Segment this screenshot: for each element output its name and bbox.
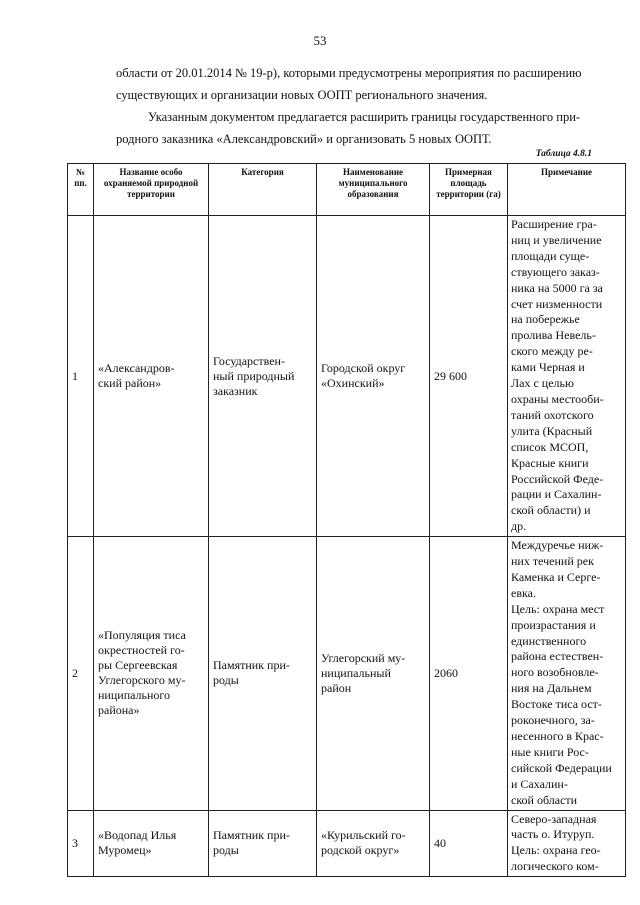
protected-areas-table [67, 163, 626, 877]
header-number: № пп. [68, 164, 94, 216]
row-number: 2 [68, 537, 94, 810]
row-name: «Александров- ский район» [94, 216, 209, 537]
row-name: «Популяция тиса окрестностей го- ры Сергеевская Углегорского му- ниципального района» [94, 537, 209, 810]
table-caption: Таблица 4.8.1 [535, 149, 592, 159]
header-municipality: Наименование муниципального образования [317, 164, 430, 216]
row-note: Расширение гра- ниц и увеличение площади суще- ствующего заказ- ника на 5000 га за счет низменности на побережье пролива Невель- ского между ре- ками Черная и Лах с целью охраны местооби- таний охотского улита (Красный список МСОП, Красные книги Российской Феде- рации и Сахалин- ской области) и др. [508, 216, 626, 537]
row-name: «Водопад Илья Муромец» [94, 810, 209, 877]
row-number: 1 [68, 216, 94, 537]
row-category: Памятник при- роды [209, 810, 317, 877]
paragraph-line-3: Указанным документом предлагается расширить границы государственного при- [148, 110, 581, 124]
header-area: Примерная площадь территории (га) [430, 164, 508, 216]
row-area: 40 [430, 810, 508, 877]
table-row [68, 537, 626, 810]
header-note: Примечание [508, 164, 626, 216]
row-area: 2060 [430, 537, 508, 810]
row-number: 3 [68, 810, 94, 877]
paragraph-line-4: родного заказника «Александровский» и организовать 5 новых ООПТ. [116, 132, 492, 146]
header-category: Категория [209, 164, 317, 216]
row-note: Северо-западная часть о. Итуруп. Цель: охрана гео- логического ком- [508, 810, 626, 877]
row-municipality: Углегорский му- ниципальный район [317, 537, 430, 810]
table-row [68, 216, 626, 537]
table-row [68, 810, 626, 877]
row-area: 29 600 [430, 216, 508, 537]
row-municipality: Городской округ «Охинский» [317, 216, 430, 537]
paragraph-line-2: существующих и организации новых ООПТ регионального значения. [116, 88, 488, 102]
paragraph-line-1: области от 20.01.2014 № 19-р), которыми предусмотрены мероприятия по расширению [116, 66, 582, 80]
row-category: Государствен- ный природный заказник [209, 216, 317, 537]
header-name: Название особо охраняемой природной территории [94, 164, 209, 216]
row-category: Памятник при- роды [209, 537, 317, 810]
page-number: 53 [313, 33, 327, 48]
row-municipality: «Курильский го- родской округ» [317, 810, 430, 877]
row-note: Междуречье ниж- них течений рек Каменка и Серге- евка. Цель: охрана мест произрастания и единственного района естествен- ного возобновле- ния на Дальнем Востоке тиса ост- роконечного, за- несенного в Крас- ные книги Рос- сийской Федерации и Сахалин- ской области [508, 537, 626, 810]
